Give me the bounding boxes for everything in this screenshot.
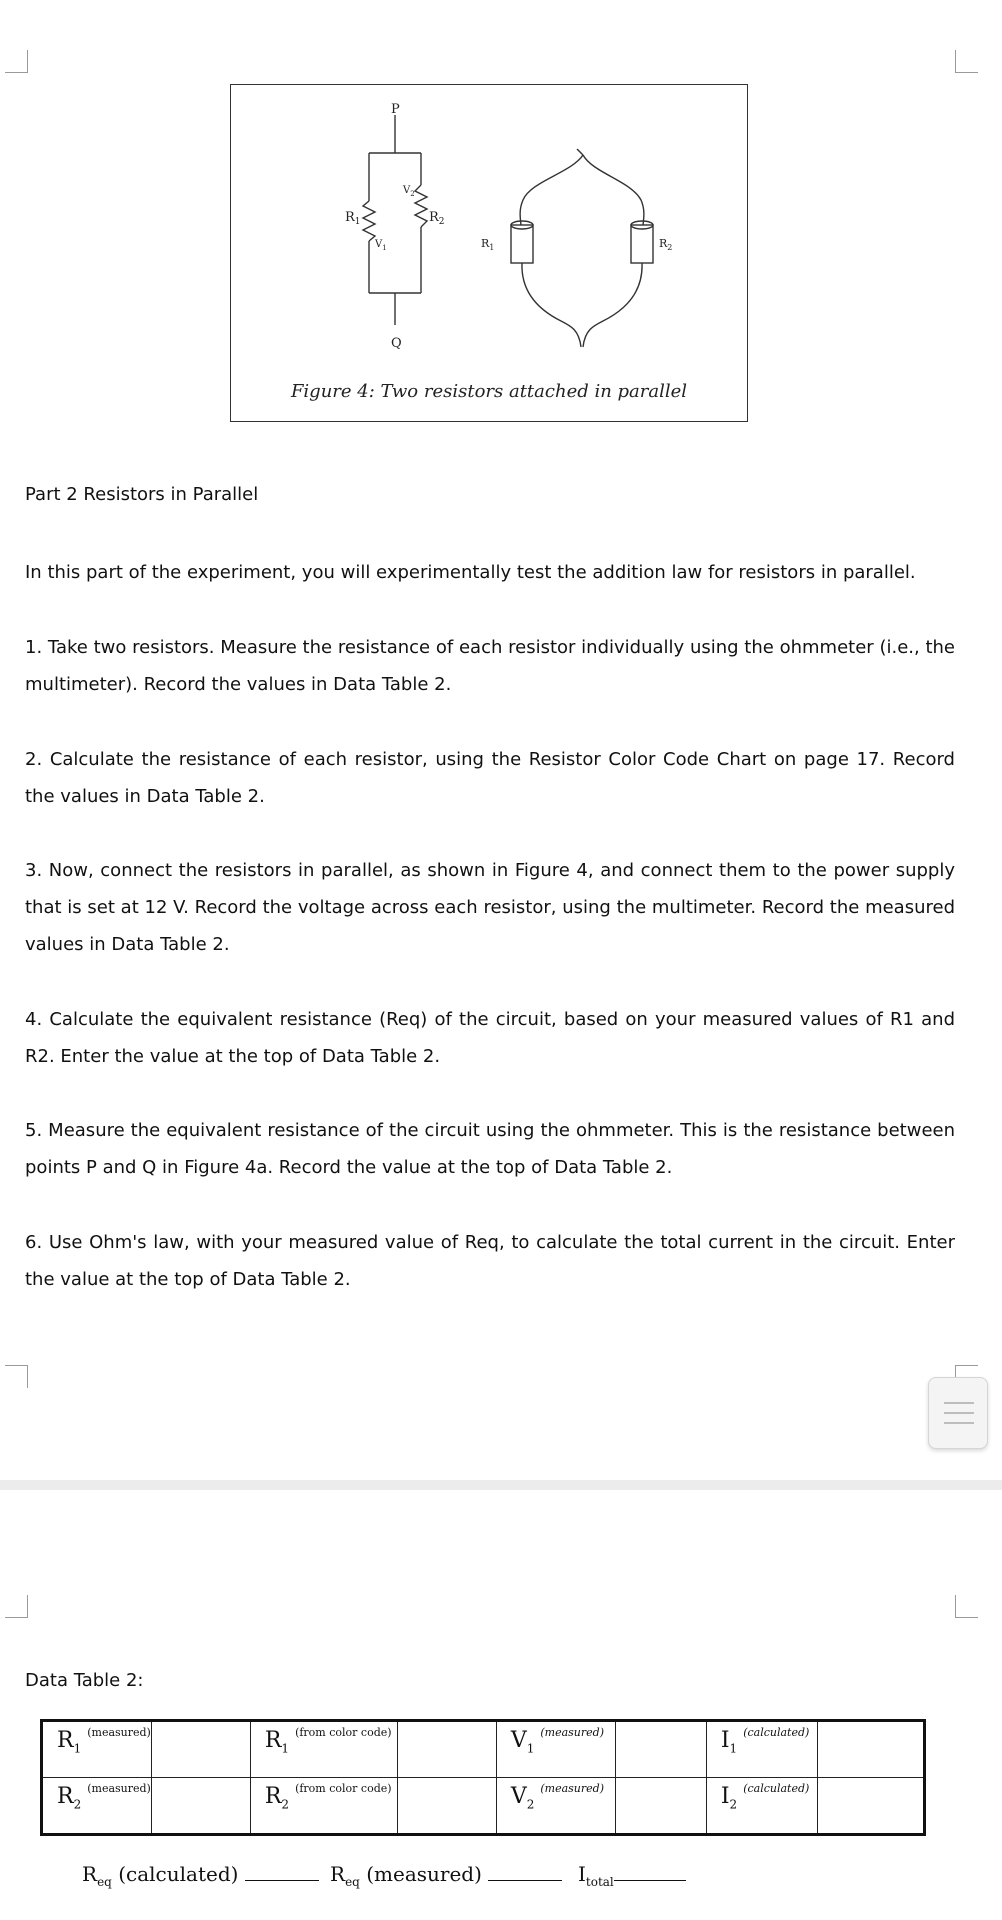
req-calculated-field: $R_{eq}$ (calculated) [82, 1862, 319, 1889]
table-cell-entry[interactable] [615, 1778, 706, 1835]
label-r2-sketch: $R_2$ [659, 237, 673, 252]
page-corner-mark [955, 1595, 978, 1618]
page-corner-mark [5, 50, 28, 73]
intro-paragraph: In this part of the experiment, you will experimentally test the addition law for resistors in parallel. [25, 562, 916, 583]
label-v1: $V_1$ [375, 239, 387, 252]
table-cell-label: $V_2^{(measured)}$ [496, 1778, 615, 1835]
req-measured-blank[interactable] [488, 1880, 562, 1881]
section-heading: Part 2 Resistors in Parallel [25, 484, 259, 505]
grip-line-icon [944, 1402, 974, 1404]
table-cell-label: $R_2^{(measured)}$ [42, 1778, 152, 1835]
grip-line-icon [944, 1412, 974, 1414]
label-r1-sketch: $R_1$ [481, 237, 495, 252]
scroll-handle[interactable] [928, 1377, 988, 1449]
label-q: Q [391, 336, 402, 351]
itotal-field: $I_{total}$ [578, 1862, 686, 1889]
table-cell-label: $R_1^{(from color code)}$ [250, 1721, 397, 1778]
parallel-circuit-diagram [231, 85, 749, 423]
table-row [42, 1778, 925, 1835]
page-corner-mark [5, 1365, 28, 1388]
table-cell-entry[interactable] [151, 1721, 250, 1778]
data-table-2 [40, 1719, 926, 1836]
label-p: P [391, 102, 400, 117]
req-calculated-blank[interactable] [245, 1880, 319, 1881]
table-cell-label: $V_1^{(measured)}$ [496, 1721, 615, 1778]
table-row [42, 1721, 925, 1778]
figure-4 [230, 84, 748, 422]
req-measured-field: $R_{eq}$ (measured) [330, 1862, 562, 1889]
step-2-paragraph: 2. Calculate the resistance of each resistor, using the Resistor Color Code Chart on page 17. Record the values in Data Table 2. [25, 749, 955, 807]
step-6-paragraph: 6. Use Ohm's law, with your measured value of Req, to calculate the total current in the circuit. Enter the value at the top of Data Table 2. [25, 1232, 955, 1290]
step-4-paragraph: 4. Calculate the equivalent resistance (Req) of the circuit, based on your measured values of R1 and R2. Enter the value at the top of Data Table 2. [25, 1009, 955, 1067]
step-5-paragraph: 5. Measure the equivalent resistance of the circuit using the ohmmeter. This is the resistance between points P and Q in Figure 4a. Record the value at the top of Data Table 2. [25, 1120, 955, 1178]
page-corner-mark [5, 1595, 28, 1618]
table-cell-entry[interactable] [615, 1721, 706, 1778]
table-cell-label: $I_1^{(calculated)}$ [706, 1721, 817, 1778]
label-r1: $R_1$ [345, 210, 361, 227]
label-r2: $R_2$ [429, 210, 445, 227]
step-1-paragraph: 1. Take two resistors. Measure the resistance of each resistor individually using the ohmmeter (i.e., the multimeter). Record the values in Data Table 2. [25, 637, 955, 695]
table-cell-entry[interactable] [397, 1721, 496, 1778]
step-3-paragraph: 3. Now, connect the resistors in parallel, as shown in Figure 4, and connect them to the power supply that is set at 12 V. Record the voltage across each resistor, using the multimeter. Record the measured values in Data Table 2. [25, 860, 955, 955]
figure-caption: Figure 4: Two resistors attached in parallel [290, 381, 688, 402]
page-corner-mark [955, 50, 978, 73]
table-cell-entry[interactable] [817, 1778, 924, 1835]
grip-line-icon [944, 1422, 974, 1424]
table-cell-entry[interactable] [397, 1778, 496, 1835]
table-cell-label: $I_2^{(calculated)}$ [706, 1778, 817, 1835]
data-table-title: Data Table 2: [25, 1670, 144, 1691]
label-v2: $V_2$ [403, 185, 415, 198]
table-cell-label: $R_2^{(from color code)}$ [250, 1778, 397, 1835]
itotal-blank[interactable] [614, 1880, 686, 1881]
table-cell-entry[interactable] [151, 1778, 250, 1835]
table-cell-entry[interactable] [817, 1721, 924, 1778]
table-cell-label: $R_1^{(measured)}$ [42, 1721, 152, 1778]
page-break [0, 1480, 1002, 1490]
